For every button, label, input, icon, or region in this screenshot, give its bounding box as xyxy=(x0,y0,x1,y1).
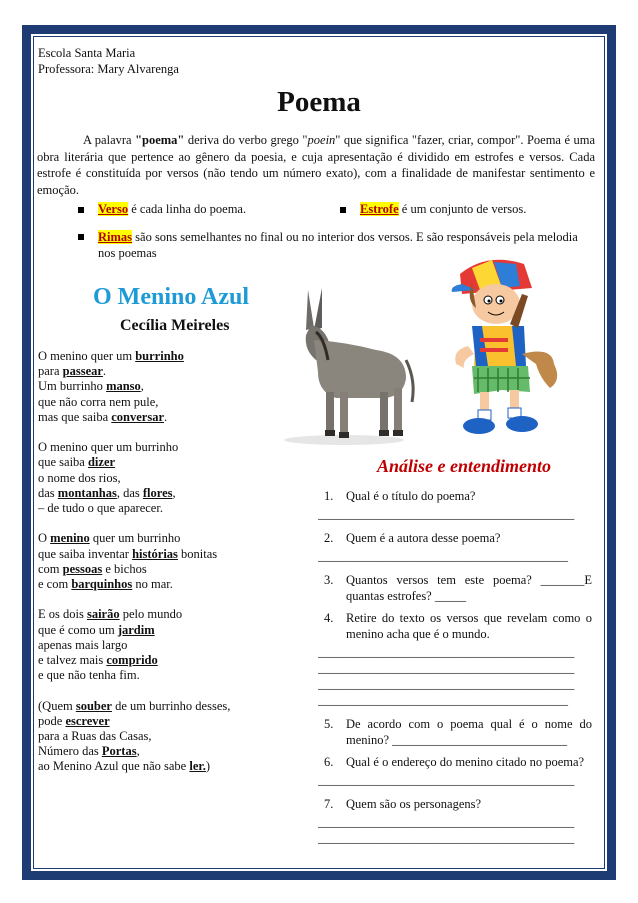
square-bullet-icon xyxy=(78,207,84,213)
highlighted-word: manso xyxy=(106,379,141,394)
highlighted-word: flores xyxy=(142,485,173,500)
question-number: 5. xyxy=(324,717,334,731)
poem-line: ao Menino Azul que não sabe ler.) xyxy=(38,759,211,774)
question-number: 1. xyxy=(324,489,334,503)
answer-line[interactable]: _________________________________________ xyxy=(318,677,575,691)
poem-line: (Quem souber de um burrinho desses, xyxy=(38,698,231,713)
highlighted-word: dizer xyxy=(87,455,116,470)
highlighted-word: menino xyxy=(50,531,90,546)
poem-line: Um burrinho manso, xyxy=(38,379,144,394)
teacher-name: Professora: Mary Alvarenga xyxy=(38,62,179,76)
question-text: Qual é o endereço do menino citado no poema? xyxy=(346,755,585,769)
school-name: Escola Santa Maria xyxy=(38,46,136,60)
header xyxy=(38,45,179,77)
question-text: Quem é a autora desse poema? xyxy=(346,531,501,545)
highlighted-word: montanhas xyxy=(57,485,117,500)
square-bullet-icon xyxy=(78,234,84,240)
analysis-title: Análise e entendimento xyxy=(376,456,551,476)
answer-line[interactable]: _________________________________________ xyxy=(318,645,575,659)
highlighted-word: escrever xyxy=(65,713,110,728)
poem-line: para passear. xyxy=(38,364,107,379)
question-number: 2. xyxy=(324,531,334,545)
highlighted-word: pessoas xyxy=(62,561,103,576)
answer-line[interactable]: ________________________________________ xyxy=(318,693,568,707)
highlighted-word: passear xyxy=(62,364,103,379)
highlighted-word: ler. xyxy=(189,759,206,774)
poem-line: O menino quer um burrinho xyxy=(38,531,181,546)
answer-line[interactable]: _________________________________________ xyxy=(318,507,575,521)
poem-line: mas que saiba conversar. xyxy=(38,409,168,424)
highlighted-word: souber xyxy=(75,698,112,713)
question-text: Quem são os personagens? xyxy=(346,797,482,811)
question-number: 4. xyxy=(324,611,334,625)
question-number: 7. xyxy=(324,797,334,811)
intro-keyword: "poema" xyxy=(135,133,185,147)
question-1 xyxy=(318,488,592,504)
poem-title: O Menino Azul xyxy=(93,284,250,310)
poem-line: para a Ruas das Casas, xyxy=(38,729,152,744)
answer-line[interactable]: _________________________________________ xyxy=(318,815,575,829)
poem-line: O menino quer um burrinho xyxy=(38,349,184,363)
poem-line: que saiba inventar histórias bonitas xyxy=(38,546,218,561)
poem-line: que é como um jardim xyxy=(38,622,155,637)
poem-line: Número das Portas, xyxy=(38,744,140,759)
poem-line: E os dois sairão pelo mundo xyxy=(38,607,183,622)
poem-line: e com barquinhos no mar. xyxy=(38,577,173,592)
poem-line: O menino quer um burrinho xyxy=(38,440,179,455)
highlighted-word: histórias xyxy=(132,546,178,561)
poem-stanza xyxy=(38,349,308,425)
poem-line: o nome dos rios, xyxy=(38,470,121,485)
poem-line: das montanhas, das flores, xyxy=(38,485,176,500)
poem-line: e que não tenha fim. xyxy=(38,668,140,683)
question-text: Retire do texto os versos que revelam como o menino acha que é o mundo. xyxy=(346,611,592,641)
question-7 xyxy=(318,796,592,812)
question-2 xyxy=(318,530,592,546)
question-4 xyxy=(318,610,592,642)
poem-line: que saiba dizer xyxy=(38,455,116,470)
question-text: De acordo com o poema qual é o nome do menino? ____________________________ xyxy=(346,717,592,747)
poem-line: apenas mais largo xyxy=(38,637,128,652)
poem-line: pode escrever xyxy=(38,713,110,728)
bullet-rimas: Rimas são sons semelhantes no final ou no interior dos versos. E são responsáveis pela melodia nos poemas xyxy=(78,229,588,261)
poem-stanza xyxy=(38,531,308,592)
answer-line[interactable]: _________________________________________ xyxy=(318,661,575,675)
poem-stanza xyxy=(38,440,308,516)
poem-line: e talvez mais comprido xyxy=(38,653,158,668)
question-5 xyxy=(318,716,592,748)
highlighted-word: conversar xyxy=(111,409,165,424)
questions-list xyxy=(318,488,592,854)
boy-illustration xyxy=(432,254,582,444)
poem-line: – de tudo o que aparecer. xyxy=(38,501,163,516)
intro-paragraph: A palavra "poema" deriva do verbo grego "poein" que significa "fazer, criar, compor". Poema é uma obra literária que pertence ao gênero da poesia, e cuja apresentação é dividido em estrofes e versos. Cada estrofe é constituída por versos (não tendo um número exato), com a finalidade de manifestar sentimento e emoção. xyxy=(37,133,595,197)
highlighted-word: Portas xyxy=(101,744,137,759)
question-6 xyxy=(318,754,592,770)
question-text: Quantos versos tem este poema? _______E quantas estrofes? _____ xyxy=(346,573,592,603)
bullet-verso: Verso é cada linha do poema. xyxy=(78,201,246,217)
poem-stanza xyxy=(38,607,308,683)
page-title: Poema xyxy=(277,86,361,118)
answer-line[interactable]: _________________________________________ xyxy=(318,831,575,845)
question-number: 3. xyxy=(324,573,334,587)
poem-stanza xyxy=(38,699,308,775)
bullet-estrofe: Estrofe é um conjunto de versos. xyxy=(340,201,526,217)
question-text: Qual é o título do poema? xyxy=(346,489,476,503)
square-bullet-icon xyxy=(340,207,346,213)
answer-line[interactable]: ________________________________________ xyxy=(318,549,568,563)
highlighted-word: barquinhos xyxy=(71,577,133,592)
highlighted-word: burrinho xyxy=(135,349,184,363)
poem-line: com pessoas e bichos xyxy=(38,561,147,576)
question-3 xyxy=(318,572,592,604)
greek-word: poein xyxy=(307,133,336,147)
poem-author: Cecília Meireles xyxy=(120,317,230,334)
highlighted-word: jardim xyxy=(117,622,155,637)
answer-line[interactable]: _________________________________________ xyxy=(318,773,575,787)
question-number: 6. xyxy=(324,755,334,769)
poem-text xyxy=(38,349,308,790)
poem-line: que não corra nem pule, xyxy=(38,394,159,409)
highlighted-word: sairão xyxy=(86,607,120,622)
highlighted-word: comprido xyxy=(106,653,158,668)
